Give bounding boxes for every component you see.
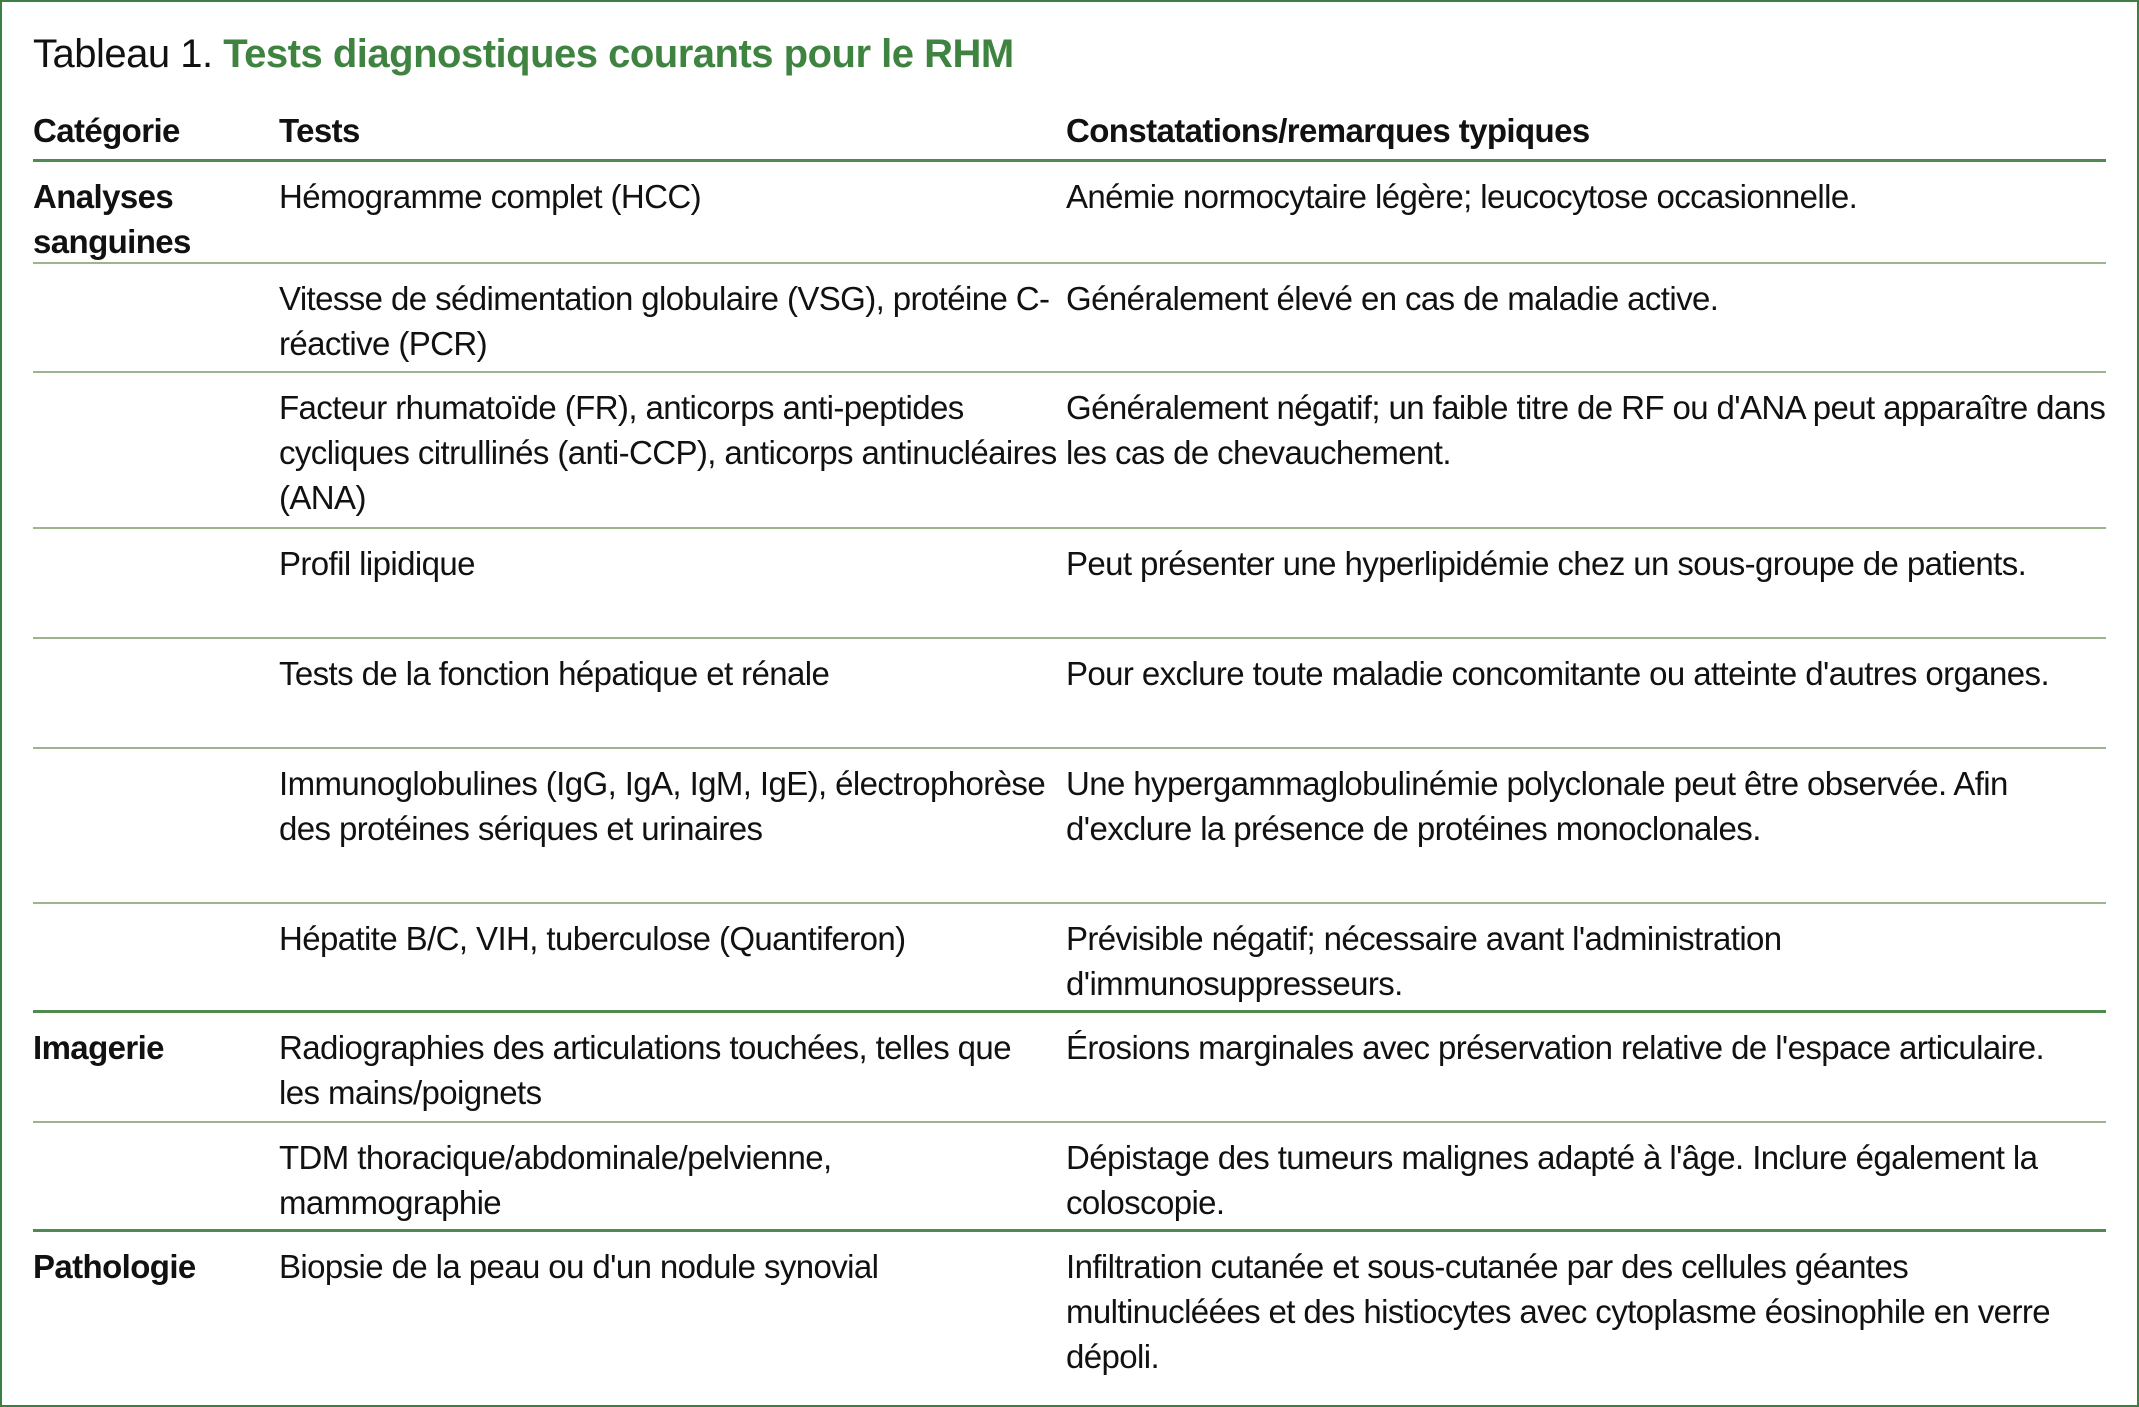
- cell-category: Analyses sanguines: [33, 178, 191, 260]
- cell-tests: Tests de la fonction hépatique et rénale: [279, 655, 830, 692]
- cell-findings: Généralement élevé en cas de maladie active.: [1066, 280, 1719, 317]
- cell-findings: Pour exclure toute maladie concomitante ou atteinte d'autres organes.: [1066, 655, 2050, 692]
- cell-tests: Immunoglobulines (IgG, IgA, IgM, IgE), électrophorèse des protéines sériques et urinaires: [279, 765, 1046, 847]
- header-findings: Constatations/remarques typiques: [1066, 112, 1590, 149]
- cell-findings: Généralement négatif; un faible titre de RF ou d'ANA peut apparaître dans les cas de chevauchement.: [1066, 389, 2106, 471]
- cell-findings: Érosions marginales avec préservation relative de l'espace articulaire.: [1066, 1029, 2045, 1066]
- cell-tests: Profil lipidique: [279, 545, 475, 582]
- cell-findings: Une hypergammaglobulinémie polyclonale peut être observée. Afin d'exclure la présence de protéines monoclonales.: [1066, 765, 2008, 847]
- cell-tests: TDM thoracique/abdominale/pelvienne, mammographie: [279, 1139, 832, 1221]
- cell-tests: Hémogramme complet (HCC): [279, 178, 702, 215]
- cell-tests: Vitesse de sédimentation globulaire (VSG), protéine C-réactive (PCR): [279, 280, 1050, 362]
- table-row: [33, 749, 2106, 904]
- cell-findings: Infiltration cutanée et sous-cutanée par des cellules géantes multinucléées et des histiocytes avec cytoplasme éosinophile en verre dépoli.: [1066, 1248, 2050, 1375]
- cell-tests: Facteur rhumatoïde (FR), anticorps anti-peptides cycliques citrullinés (anti-CCP), anticorps antinucléaires (ANA): [279, 389, 1057, 516]
- table-row: [33, 1232, 2106, 1400]
- table-row: [33, 1013, 2106, 1123]
- cell-findings: Peut présenter une hyperlipidémie chez un sous-groupe de patients.: [1066, 545, 2027, 582]
- table-number: Tableau 1.: [33, 32, 213, 76]
- table-row: [33, 373, 2106, 529]
- table-row: [33, 162, 2106, 264]
- table-title: [33, 22, 1014, 86]
- table-row: [33, 264, 2106, 373]
- cell-tests: Radiographies des articulations touchées, telles que les mains/poignets: [279, 1029, 1011, 1111]
- table-row: [33, 1123, 2106, 1232]
- table-row: [33, 639, 2106, 749]
- cell-tests: Biopsie de la peau ou d'un nodule synovial: [279, 1248, 879, 1285]
- header-tests: Tests: [279, 112, 360, 149]
- table-row: [33, 904, 2106, 1013]
- cell-findings: Anémie normocytaire légère; leucocytose occasionnelle.: [1066, 178, 1858, 215]
- cell-findings: Prévisible négatif; nécessaire avant l'administration d'immunosuppresseurs.: [1066, 920, 1782, 1002]
- cell-tests: Hépatite B/C, VIH, tuberculose (Quantiferon): [279, 920, 906, 957]
- header-category: Catégorie: [33, 112, 180, 149]
- table-header-row: [33, 100, 2106, 162]
- cell-category: Imagerie: [33, 1029, 164, 1066]
- table-caption: Tests diagnostiques courants pour le RHM: [223, 32, 1014, 76]
- cell-findings: Dépistage des tumeurs malignes adapté à l'âge. Inclure également la coloscopie.: [1066, 1139, 2038, 1221]
- table-row: [33, 529, 2106, 639]
- cell-category: Pathologie: [33, 1248, 196, 1285]
